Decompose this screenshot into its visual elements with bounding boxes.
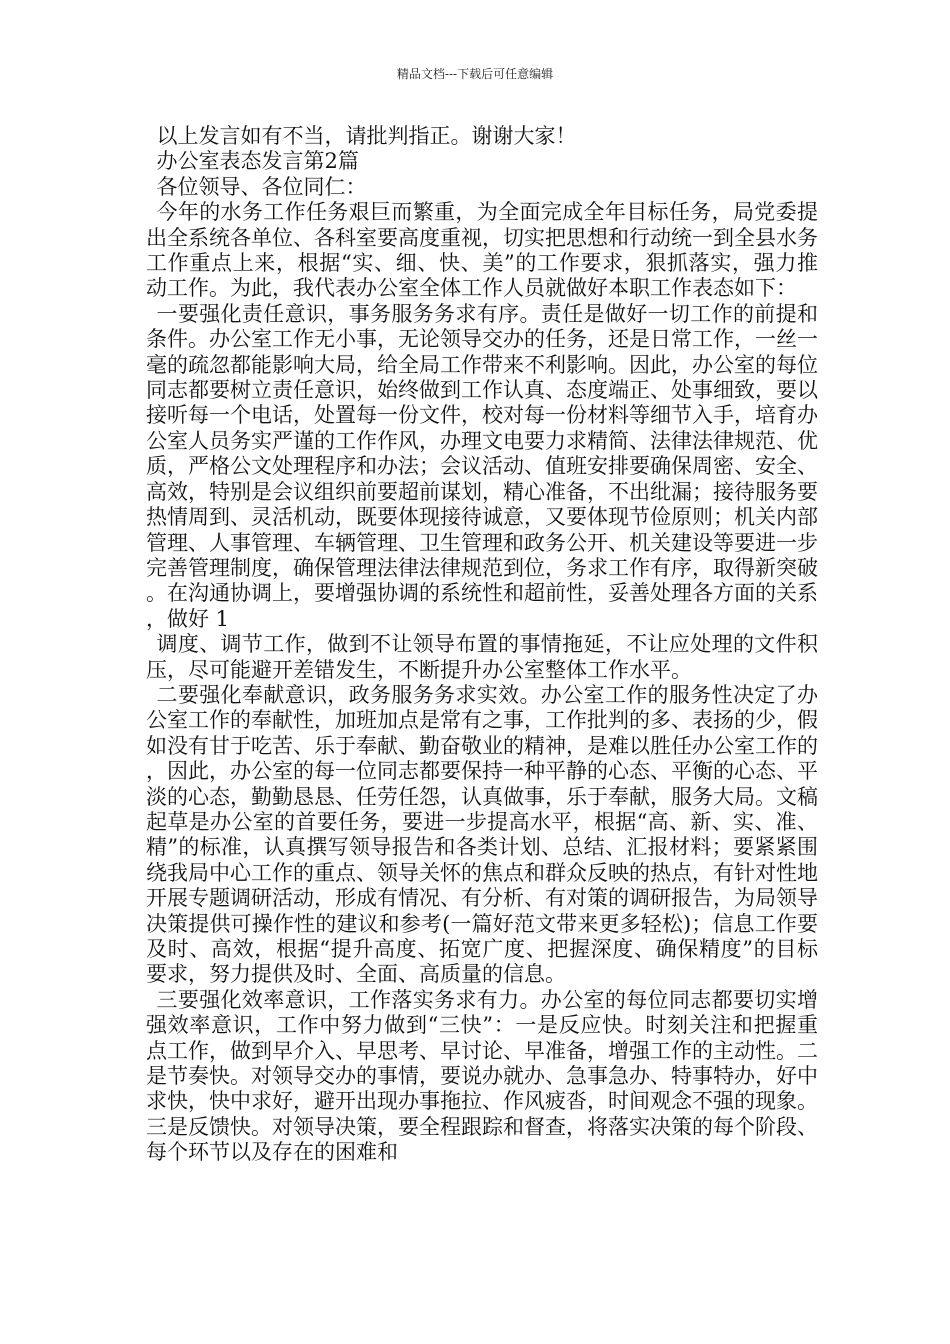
page-header: 精品文档---下载后可任意编辑 — [396, 67, 554, 81]
document-body — [146, 124, 818, 1166]
point-one-paragraph: 一要强化责任意识，事务服务务求有序。责任是做好一切工作的前提和条件。办公室工作无小事，无论领导交办的任务，还是日常工作，一丝一毫的疏忽都能影响大局，给全局工作带来不利影响。因此，办公室的每位同志都要树立责任意识，始终做到工作认真、态度端正、处事细致，要以接听每一个电话，处置每一份文件，校对每一份材料等细节入手，培育办公室人员务实严谨的工作作风，办理文电要力求精简、法律法律规范、优质，严格公文处理程序和办法；会议活动、值班安排要确保周密、安全、高效，特别是会议组织前要超前谋划，精心准备，不出纰漏；接待服务要热情周到、灵活机动，既要体现接待诚意，又要体现节俭原则；机关内部管理、人事管理、车辆管理、卫生管理和政务公开、机关建设等要进一步完善管理制度，确保管理法律法律规范到位，务求工作有序，取得新突破。在沟通协调上，要增强协调的系统性和超前性，妥善处理各方面的关系，做好 1 — [146, 301, 818, 631]
point-one-continued-paragraph: 调度、调节工作，做到不让领导布置的事情拖延，不让应处理的文件积压，尽可能避开差错发生，不断提升办公室整体工作水平。 — [146, 632, 818, 682]
closing-paragraph: 以上发言如有不当，请批判指正。谢谢大家！ — [156, 124, 577, 148]
point-three-paragraph: 三要强化效率意识，工作落实务求有力。办公室的每位同志都要切实增强效率意识，工作中努力做到“三快”：一是反应快。时刻关注和把握重点工作，做到早介入、早思考、早讨论、早准备，增强工作的主动性。二是节奏快。对领导交办的事情，要说办就办、急事急办、特事特办，好中求快，快中求好，避开出现办事拖拉、作风疲沓，时间观念不强的现象。三是反馈快。对领导决策，要全程跟踪和督查，将落实决策的每个阶段、每个环节以及存在的困难和 — [146, 987, 818, 1165]
salutation: 各位领导、各位同仁： — [156, 174, 367, 199]
section-title: 办公室表态发言第2篇 — [156, 149, 359, 174]
point-two-paragraph: 二要强化奉献意识，政务服务务求实效。办公室工作的服务性决定了办公室工作的奉献性，加班加点是常有之事，工作批判的多、表扬的少，假如没有甘于吃苦、乐于奉献、勤奋敬业的精神，是难以胜任办公室工作的，因此，办公室的每一位同志都要保持一种平静的心态、平衡的心态、平淡的心态，勤勤恳恳、任劳任怨，认真做事，乐于奉献，服务大局。文稿起草是办公室的首要任务，要进一步提高水平，根据“高、新、实、准、精”的标准，认真撰写领导报告和各类计划、总结、汇报材料；要紧紧围绕我局中心工作的重点、领导关怀的焦点和群众反映的热点，有针对性地开展专题调研活动，形成有情况、有分析、有对策的调研报告，为局领导决策提供可操作性的建议和参考(一篇好范文带来更多轻松)；信息工作要及时、高效，根据“提升高度、拓宽广度、把握深度、确保精度”的目标要求，努力提供及时、全面、高质量的信息。 — [146, 682, 818, 987]
intro-paragraph: 今年的水务工作任务艰巨而繁重，为全面完成全年目标任务，局党委提出全系统各单位、各科室要高度重视，切实把思想和行动统一到全县水务工作重点上来，根据“实、细、快、美”的工作要求，狠抓落实，强力推动工作。为此，我代表办公室全体工作人员就做好本职工作表态如下： — [146, 200, 818, 301]
